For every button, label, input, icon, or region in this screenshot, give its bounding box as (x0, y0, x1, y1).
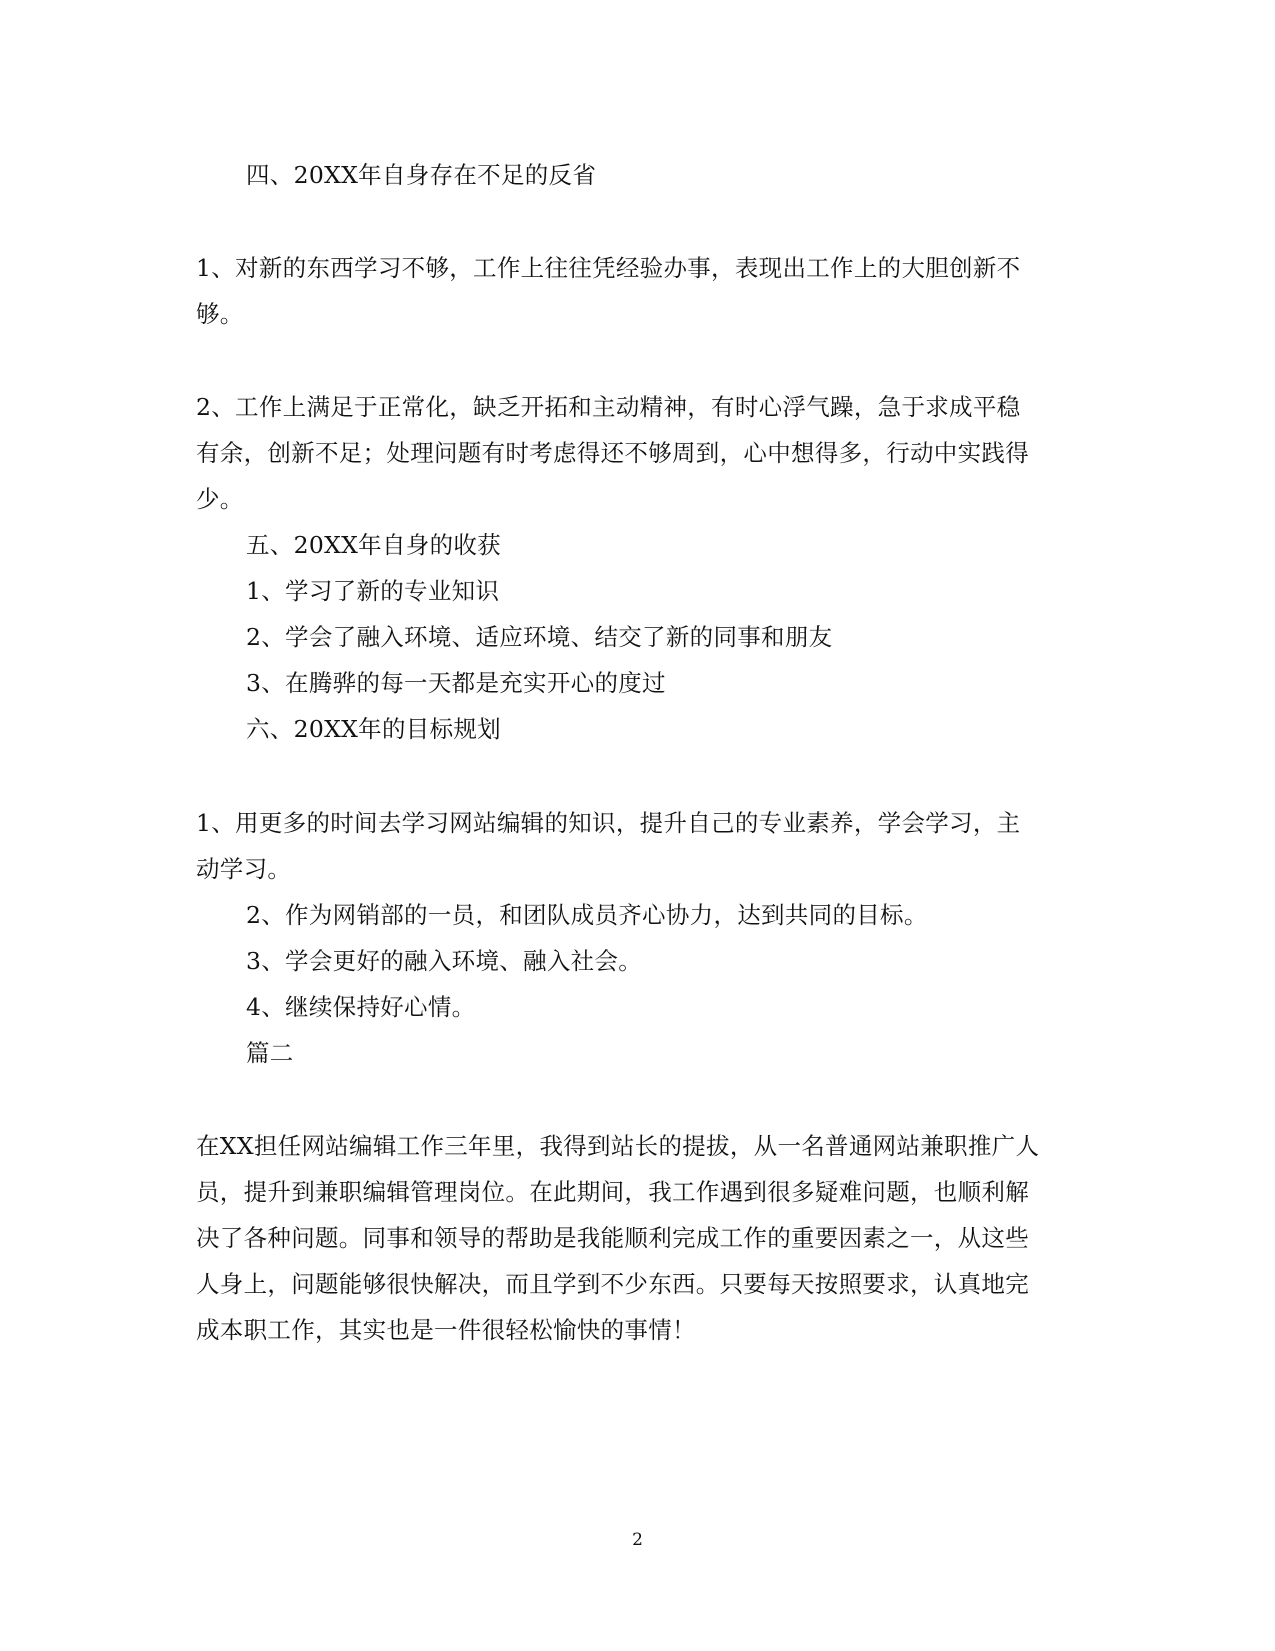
paragraph-line: 决了各种问题。同事和领导的帮助是我能顺利完成工作的重要因素之一，从这些 (196, 1224, 1029, 1252)
section-heading-gains: 五、20XX年自身的收获 (246, 531, 501, 559)
paragraph-line: 1、用更多的时间去学习网站编辑的知识，提升自己的专业素养，学会学习，主 (196, 809, 1021, 837)
paragraph-line: 够。 (196, 300, 244, 328)
section-heading-goals: 六、20XX年的目标规划 (246, 715, 501, 743)
list-item: 1、学习了新的专业知识 (246, 577, 500, 605)
paragraph-line: 2、工作上满足于正常化，缺乏开拓和主动精神，有时心浮气躁，急于求成平稳 (196, 393, 1021, 421)
list-item: 3、在腾骅的每一天都是充实开心的度过 (246, 669, 666, 697)
paragraph-line: 少。 (196, 485, 244, 513)
list-item: 2、作为网销部的一员，和团队成员齐心协力，达到共同的目标。 (246, 901, 928, 929)
paragraph-line: 员，提升到兼职编辑管理岗位。在此期间，我工作遇到很多疑难问题，也顺利解 (196, 1178, 1029, 1206)
list-item: 4、继续保持好心情。 (246, 993, 476, 1021)
page-number: 2 (632, 1530, 643, 1550)
part-heading: 篇二 (246, 1039, 294, 1067)
paragraph-line: 1、对新的东西学习不够，工作上往往凭经验办事，表现出工作上的大胆创新不 (196, 254, 1021, 282)
list-item: 3、学会更好的融入环境、融入社会。 (246, 947, 643, 975)
paragraph-line: 成本职工作，其实也是一件很轻松愉快的事情！ (196, 1316, 696, 1344)
section-heading-shortcomings: 四、20XX年自身存在不足的反省 (246, 161, 597, 189)
list-item: 2、学会了融入环境、适应环境、结交了新的同事和朋友 (246, 623, 833, 651)
paragraph-line: 在XX担任网站编辑工作三年里，我得到站长的提拔，从一名普通网站兼职推广人 (196, 1132, 1040, 1160)
paragraph-line: 有余，创新不足；处理问题有时考虑得还不够周到，心中想得多，行动中实践得 (196, 439, 1029, 467)
paragraph-line: 人身上，问题能够很快解决，而且学到不少东西。只要每天按照要求，认真地完 (196, 1270, 1029, 1298)
paragraph-line: 动学习。 (196, 855, 292, 883)
